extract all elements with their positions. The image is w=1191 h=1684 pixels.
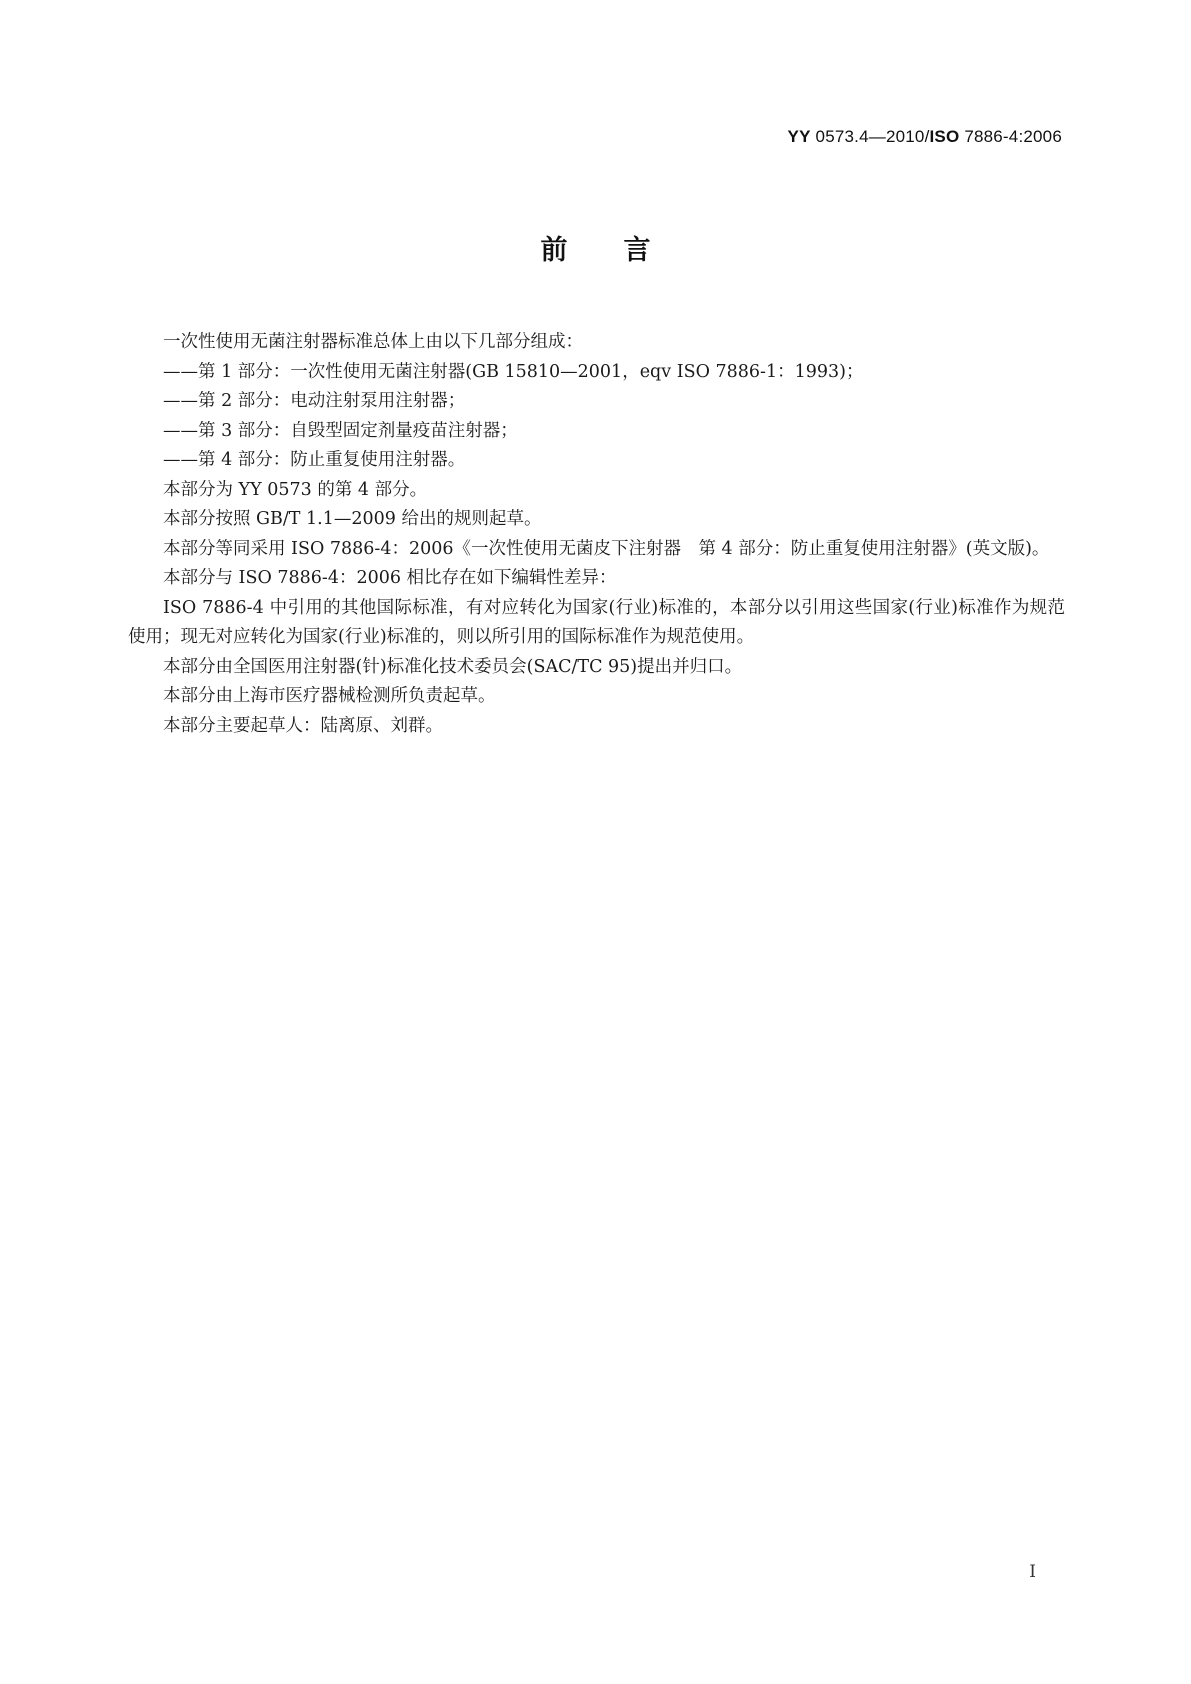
paragraph-differences-intro: 本部分与 ISO 7886-4：2006 相比存在如下编辑性差异： bbox=[163, 568, 617, 588]
standard-code-number: 0573.4—2010/ bbox=[810, 127, 930, 146]
part-list-item-3: ——第 3 部分：自毁型固定剂量疫苗注射器； bbox=[163, 420, 518, 441]
paragraph-differences-detail: ISO 7886-4 中引用的其他国际标准，有对应转化为国家(行业)标准的，本部分以引用这些国家(行业)标准作为规范使用；现无对应转化为国家(行业)标准的，则以所引用的国际标准作为规范使用。 bbox=[128, 597, 1065, 647]
paragraph-drafting-unit: 本部分由上海市医疗器械检测所负责起草。 bbox=[163, 686, 496, 706]
intro-paragraph: 一次性使用无菌注射器标准总体上由以下几部分组成： bbox=[163, 332, 583, 352]
standard-code-suffix: 7886-4:2006 bbox=[959, 127, 1062, 146]
part-list-item-4: ——第 4 部分：防止重复使用注射器。 bbox=[163, 450, 466, 470]
foreword-body bbox=[128, 328, 1065, 741]
page-title: 前言 bbox=[540, 235, 707, 266]
standard-code-prefix: YY bbox=[787, 127, 811, 146]
standard-code-iso: ISO bbox=[929, 127, 960, 146]
paragraph-drafters: 本部分主要起草人：陆离原、刘群。 bbox=[163, 715, 443, 736]
part-list-item-1: ——第 1 部分：一次性使用无菌注射器(GB 15810—2001，eqv ISO 7886-1：1993)； bbox=[163, 361, 864, 382]
page-number: I bbox=[1029, 1562, 1036, 1582]
standard-code-header bbox=[788, 127, 1062, 147]
part-list-item-2: ——第 2 部分：电动注射泵用注射器； bbox=[163, 391, 466, 411]
paragraph-part-number: 本部分为 YY 0573 的第 4 部分。 bbox=[163, 479, 428, 500]
paragraph-proposer: 本部分由全国医用注射器(针)标准化技术委员会(SAC/TC 95)提出并归口。 bbox=[163, 656, 743, 677]
paragraph-adoption: 本部分等同采用 ISO 7886-4：2006《一次性使用无菌皮下注射器 第 4 部分：防止重复使用注射器》(英文版)。 bbox=[163, 538, 1050, 559]
paragraph-drafting-rules: 本部分按照 GB/T 1.1—2009 给出的规则起草。 bbox=[163, 509, 542, 529]
